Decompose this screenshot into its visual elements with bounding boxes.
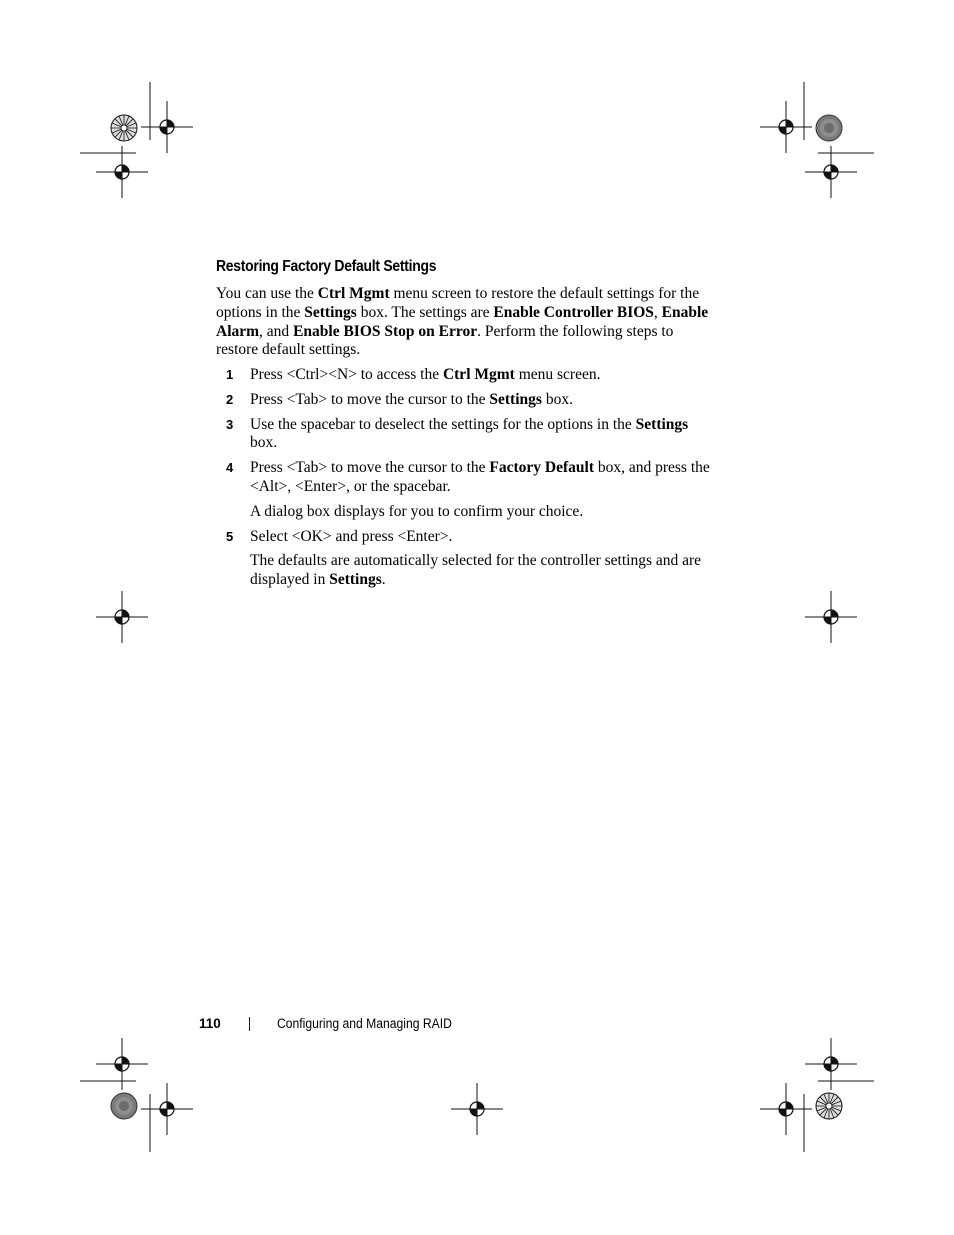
- step-note-part: .: [381, 571, 386, 589]
- intro-term: Settings: [304, 303, 357, 321]
- step-number: 4: [226, 460, 234, 476]
- step-text-part: menu screen.: [514, 366, 601, 383]
- step-text: [250, 416, 716, 454]
- step-text-part: Press <Ctrl><N> to access the: [250, 366, 443, 383]
- steps-list: [226, 366, 716, 596]
- step-text-part: box, and press the <Alt>, <Enter>, or the spacebar.: [250, 459, 710, 495]
- intro-text: box. The settings are: [356, 303, 494, 321]
- step-text: Select <OK> and press <Enter>.: [250, 527, 453, 545]
- footer-divider: [249, 1017, 250, 1031]
- intro-text: menu screen to restore the default settings for the options in the: [216, 285, 700, 321]
- intro-text: , and: [259, 322, 294, 340]
- step-number: 3: [226, 416, 234, 432]
- step-term: Settings: [635, 415, 689, 433]
- intro-text: ,: [653, 303, 662, 321]
- step-text-part: box.: [541, 390, 573, 408]
- step-text: [250, 366, 716, 385]
- intro-text: You can use the: [216, 285, 318, 302]
- intro-text: . Perform the following steps to restore default settings.: [216, 322, 674, 359]
- step-number: 2: [226, 391, 234, 407]
- step-text-part: Press <Tab> to move the cursor to the: [250, 459, 490, 477]
- step-item-5: [226, 528, 716, 590]
- step-item-1: [226, 366, 716, 385]
- step-term: Factory Default: [489, 459, 594, 477]
- step-term: Settings: [489, 390, 542, 408]
- step-text: [250, 459, 716, 497]
- step-text: [250, 391, 716, 410]
- section-heading: Restoring Factory Default Settings: [216, 258, 437, 275]
- intro-paragraph: [216, 285, 716, 360]
- step-number: 1: [226, 367, 234, 382]
- intro-term: Ctrl Mgmt: [317, 285, 390, 302]
- step-item-2: [226, 391, 716, 410]
- step-note: A dialog box displays for you to confirm your choice.: [250, 502, 584, 520]
- step-number: 5: [226, 528, 234, 544]
- step-text-part: Press <Tab> to move the cursor to the: [250, 390, 490, 408]
- intro-term: Enable Alarm: [216, 303, 709, 340]
- intro-term: Enable BIOS Stop on Error: [293, 322, 478, 340]
- step-note: [250, 552, 716, 590]
- intro-term: Enable Controller BIOS: [493, 303, 654, 321]
- page-number: 110: [199, 1016, 221, 1031]
- step-note-part: The defaults are automatically selected for the controller settings and are displayed in: [250, 552, 702, 589]
- footer-chapter-title: Configuring and Managing RAID: [277, 1016, 452, 1031]
- step-item-3: [226, 416, 716, 454]
- step-item-4: [226, 459, 716, 521]
- step-term: Settings: [329, 571, 382, 589]
- step-text-part: Use the spacebar to deselect the settings for the options in the: [250, 415, 636, 433]
- step-term: Ctrl Mgmt: [442, 366, 515, 383]
- step-text-part: box.: [250, 434, 278, 452]
